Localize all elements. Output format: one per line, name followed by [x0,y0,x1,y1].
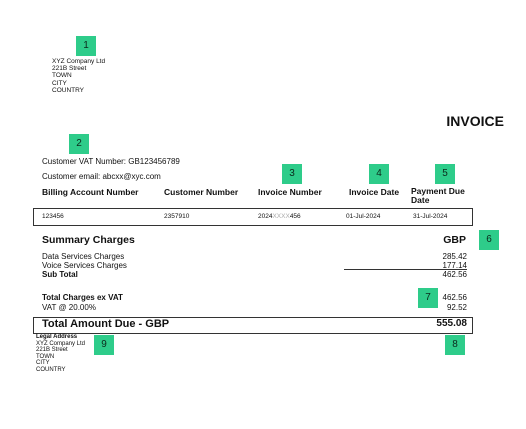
badge-3: 3 [282,164,302,184]
customer-email: Customer email: abcxx@xyc.com [42,172,161,181]
badge-1: 1 [76,36,96,56]
company-country: COUNTRY [52,86,85,94]
total-due-label: Total Amount Due - GBP [42,318,170,330]
total-ex-vat-value: 462.56 [442,293,467,302]
summary-currency: GBP [443,234,466,246]
header-payment-due [411,187,465,205]
invoice-number-suffix: 456 [289,213,301,220]
company-name: XYZ Company Ltd [52,58,106,65]
invoice-title: INVOICE [446,113,504,129]
badge-7: 7 [418,288,438,308]
vat-value: 92.52 [446,303,467,312]
company-address [52,58,105,94]
vat-label: VAT @ 20.00% [42,303,96,312]
badge-8: 8 [445,335,465,355]
value-payment-due: 31-Jul-2024 [413,213,448,220]
invoice-details-row [33,208,473,226]
voice-services-value: 177.14 [442,261,467,270]
badge-6: 6 [479,230,499,250]
legal-town: TOWN [36,353,55,360]
value-customer-number: 2357910 [164,213,190,220]
total-due-value: 555.08 [436,318,467,329]
badge-4: 4 [369,164,389,184]
legal-country: COUNTRY [36,366,66,373]
legal-city: CITY [36,360,50,367]
company-city: CITY [52,79,67,87]
subtotal-label: Sub Total [42,270,78,279]
header-invoice-date: Invoice Date [349,187,400,197]
legal-name: XYZ Company Ltd [36,340,86,347]
voice-services-label: Voice Services Charges [42,261,127,270]
summary-title: Summary Charges [42,234,135,246]
value-invoice-number [258,213,301,220]
data-services-label: Data Services Charges [42,252,125,261]
badge-9: 9 [94,335,114,355]
header-billing-account: Billing Account Number [42,187,139,197]
header-payment-due-line2: Date [411,195,430,205]
legal-street: 221B Street [36,347,68,354]
legal-title: Legal Address [36,334,78,340]
invoice-number-mask: XXXX [272,213,290,220]
subtotal-value: 462.56 [442,270,467,279]
total-ex-vat-label: Total Charges ex VAT [42,293,123,302]
badge-5: 5 [435,164,455,184]
header-invoice-number: Invoice Number [258,187,322,197]
header-customer-number: Customer Number [164,187,239,197]
company-street: 221B Street [52,65,87,73]
invoice-number-prefix: 2024 [258,213,273,220]
customer-vat-number: Customer VAT Number: GB123456789 [42,157,180,166]
company-town: TOWN [52,72,72,80]
value-invoice-date: 01-Jul-2024 [346,213,381,220]
badge-2: 2 [69,134,89,154]
legal-address [36,334,85,374]
header-payment-due-line1: Payment Due [411,186,465,196]
data-services-value: 285.42 [442,252,467,261]
value-billing-account: 123456 [42,213,64,220]
